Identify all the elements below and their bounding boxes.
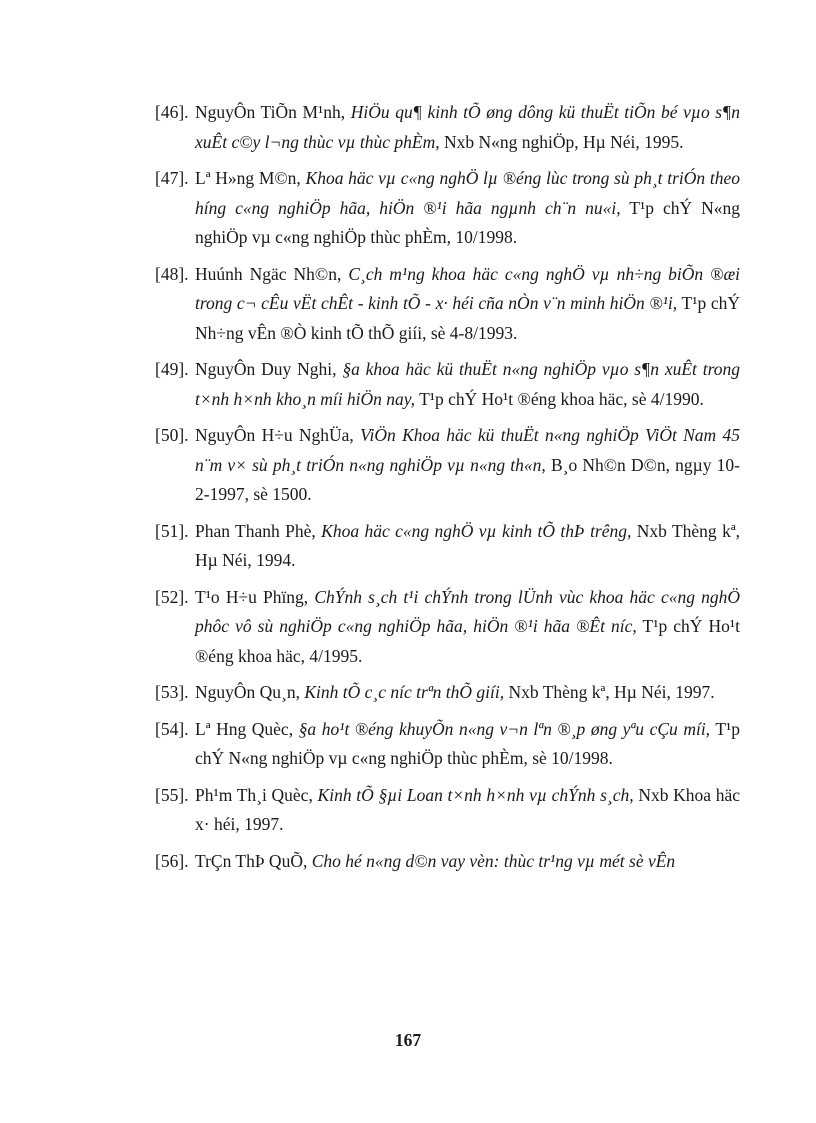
reference-title: Khoa häc vµ c«ng nghÖ lµ ®éng lùc trong sù ph¸t triÓn theo híng c«ng nghiÖp hãa, hiÖn ®¹i hãa ngµnh ch¨n nu«i, — [195, 168, 740, 218]
reference-publisher: T¹p chÝ N«ng nghiÖp vµ c«ng nghiÖp thùc phÈm, sè 10/1998. — [195, 718, 740, 768]
reference-number: [48]. — [155, 263, 189, 284]
reference-title: HiÖu qu¶ kinh tÕ øng dông kü thuËt tiÕn bé vµo s¶n xuÊt c©y l¬ng thùc vµ thùc phÈm, — [195, 102, 741, 152]
reference-body — [195, 164, 740, 253]
reference-number: [46]. — [155, 102, 189, 122]
reference-author: TrÇn ThÞ QuÕ, — [195, 850, 308, 871]
page-number: 167 — [394, 1030, 422, 1050]
reference-publisher: T¹p chÝ N«ng nghiÖp vµ c«ng nghiÖp thùc phÈm, 10/1998. — [195, 197, 740, 247]
reference-publisher: T¹p chÝ Ho¹t ®éng khoa häc, 4/1995. — [195, 616, 741, 666]
reference-item — [155, 517, 740, 576]
reference-title: Cho hé n«ng d©n vay vèn: thùc tr¹ng vµ mét sè vÊn — [311, 850, 676, 871]
reference-item — [155, 678, 740, 708]
reference-publisher: Nxb Thèng kª, Hµ Néi, 1997. — [508, 682, 715, 702]
reference-author: NguyÔn TiÕn M¹nh, — [195, 102, 346, 122]
reference-publisher: Nxb Khoa häc x· héi, 1997. — [195, 784, 741, 834]
reference-title: ChÝnh s¸ch t¹i chÝnh trong lÜnh vùc khoa häc c«ng nghÖ phôc vô sù nghiÖp c«ng nghiÖp hãa, hiÖn ®¹i hãa ®Êt níc, — [195, 586, 741, 636]
reference-number: [49]. — [155, 359, 189, 379]
reference-author: Ph¹m Th¸i Quèc, — [195, 784, 313, 805]
reference-body — [195, 355, 740, 414]
reference-body — [195, 98, 740, 157]
reference-body — [195, 583, 740, 672]
reference-item — [155, 98, 740, 157]
reference-number: [47]. — [155, 168, 189, 188]
reference-publisher: T¹p chÝ Nh÷ng vÊn ®Ò kinh tÕ thÕ giíi, sè 4-8/1993. — [195, 293, 741, 343]
reference-title: §a khoa häc kü thuËt n«ng nghiÖp vµo s¶n xuÊt trong t×nh h×nh kho¸n míi hiÖn nay, — [195, 359, 741, 409]
reference-item — [155, 781, 740, 840]
reference-publisher: B¸o Nh©n D©n, ngµy 10-2-1997, sè 1500. — [195, 454, 741, 504]
reference-author: Phan Thanh Phè, — [195, 520, 316, 541]
reference-body — [195, 260, 740, 349]
reference-title: C¸ch m¹ng khoa häc c«ng nghÖ vµ nh÷ng biÕn ®æi trong c¬ cÊu vËt chÊt - kinh tÕ - x· héi cña nÒn v¨n minh hiÖn ®¹i, — [195, 263, 740, 313]
reference-title: Kinh tÕ §µi Loan t×nh h×nh vµ chÝnh s¸ch, — [317, 784, 634, 805]
reference-number: [51]. — [155, 520, 189, 541]
reference-body — [195, 715, 740, 774]
reference-publisher: Nxb N«ng nghiÖp, Hµ Néi, 1995. — [444, 131, 684, 152]
reference-title: §a ho¹t ®éng khuyÕn n«ng v¬n lªn ®¸p øng yªu cÇu míi, — [298, 718, 711, 739]
reference-item — [155, 355, 740, 414]
reference-title: ViÖn Khoa häc kü thuËt n«ng nghiÖp ViÖt Nam 45 n¨m v× sù ph¸t triÓn n«ng nghiÖp vµ n«ng th«n, — [195, 425, 741, 475]
reference-item — [155, 847, 740, 877]
reference-author: Huúnh Ngäc Nh©n, — [195, 263, 342, 284]
reference-item — [155, 421, 740, 510]
reference-item — [155, 715, 740, 774]
reference-publisher: Nxb Thèng kª, Hµ Néi, 1994. — [195, 520, 741, 570]
reference-body — [195, 847, 740, 877]
reference-body — [195, 517, 740, 576]
reference-number: [50]. — [155, 425, 189, 445]
reference-item — [155, 260, 740, 349]
reference-author: Lª H»ng M©n, — [195, 168, 301, 188]
reference-publisher: T¹p chÝ Ho¹t ®éng khoa häc, sè 4/1990. — [419, 388, 704, 409]
reference-number: [52]. — [155, 586, 189, 607]
reference-author: NguyÔn H÷u NghÜa, — [195, 425, 354, 445]
reference-number: [54]. — [155, 718, 189, 739]
reference-author: T¹o H÷u Phïng, — [195, 586, 309, 607]
reference-author: Lª Hng Quèc, — [195, 718, 294, 739]
reference-list — [155, 98, 740, 883]
reference-author: NguyÔn Duy Nghi, — [195, 359, 337, 379]
reference-number: [56]. — [155, 850, 189, 871]
reference-title: Khoa häc c«ng nghÖ vµ kinh tÕ thÞ trêng, — [321, 520, 632, 541]
reference-number: [53]. — [155, 682, 189, 702]
reference-title: Kinh tÕ c¸c níc trªn thÕ giíi, — [304, 682, 505, 702]
reference-item — [155, 583, 740, 672]
reference-body — [195, 781, 740, 840]
reference-body — [195, 678, 740, 708]
reference-author: NguyÔn Qu¸n, — [195, 682, 300, 702]
reference-body — [195, 421, 740, 510]
reference-item — [155, 164, 740, 253]
reference-number: [55]. — [155, 784, 189, 805]
